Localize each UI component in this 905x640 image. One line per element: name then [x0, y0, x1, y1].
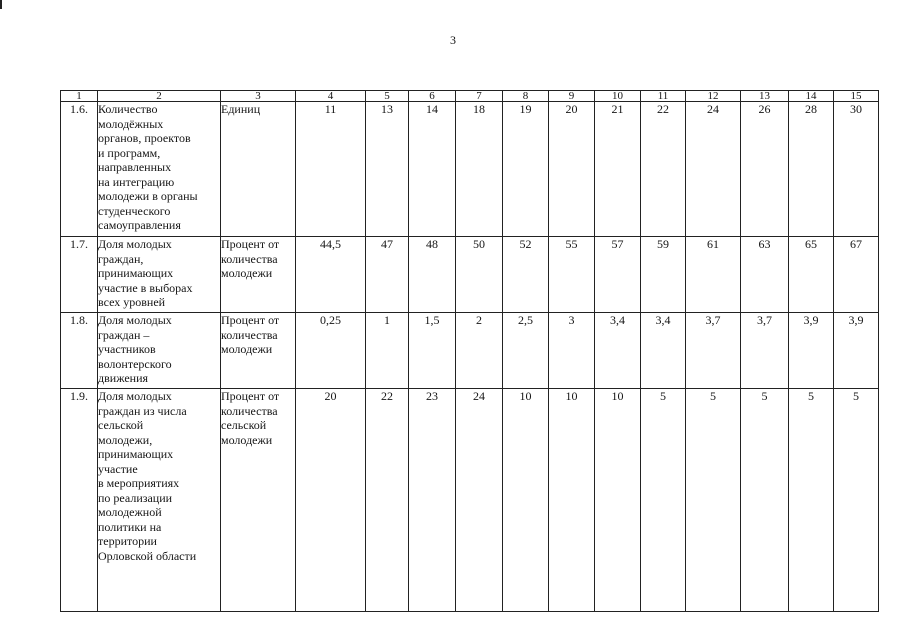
indicator-value: 5 — [834, 389, 879, 612]
column-header-1: 1 — [61, 91, 98, 102]
indicator-value: 10 — [503, 389, 549, 612]
indicator-value: 3,9 — [834, 313, 879, 389]
indicator-value: 3 — [549, 313, 595, 389]
indicator-value: 47 — [366, 237, 409, 313]
indicator-value: 20 — [296, 389, 366, 612]
row-number: 1.8. — [61, 313, 98, 389]
indicator-value: 11 — [296, 102, 366, 237]
unit-of-measure: Единиц — [221, 102, 296, 237]
indicator-value: 52 — [503, 237, 549, 313]
table-body — [61, 102, 879, 612]
indicator-name: Доля молодых граждан, принимающих участие в выборах всех уровней — [98, 237, 221, 313]
column-header-5: 5 — [366, 91, 409, 102]
indicator-value: 1,5 — [409, 313, 456, 389]
indicator-value: 24 — [686, 102, 741, 237]
indicator-value: 5 — [789, 389, 834, 612]
indicator-value: 63 — [741, 237, 789, 313]
column-header-2: 2 — [98, 91, 221, 102]
column-header-14: 14 — [789, 91, 834, 102]
indicator-value: 18 — [456, 102, 503, 237]
indicator-value: 59 — [641, 237, 686, 313]
indicator-value: 14 — [409, 102, 456, 237]
indicator-value: 57 — [595, 237, 641, 313]
column-header-6: 6 — [409, 91, 456, 102]
indicator-value: 2,5 — [503, 313, 549, 389]
indicator-value: 3,4 — [595, 313, 641, 389]
column-header-13: 13 — [741, 91, 789, 102]
indicator-value: 5 — [641, 389, 686, 612]
indicator-value: 10 — [549, 389, 595, 612]
row-number: 1.6. — [61, 102, 98, 237]
indicator-name: Количество молодёжных органов, проектов и программ, направленных на интеграцию молодежи в органы студенческого самоуправления — [98, 102, 221, 237]
indicator-value: 44,5 — [296, 237, 366, 313]
indicator-value: 21 — [595, 102, 641, 237]
indicator-value: 5 — [686, 389, 741, 612]
row-number: 1.9. — [61, 389, 98, 612]
column-header-15: 15 — [834, 91, 879, 102]
unit-of-measure: Процент от количества молодежи — [221, 237, 296, 313]
indicator-value: 3,7 — [686, 313, 741, 389]
indicator-value: 48 — [409, 237, 456, 313]
page-number: 3 — [450, 33, 456, 47]
column-header-11: 11 — [641, 91, 686, 102]
table-row — [61, 389, 879, 612]
table-row — [61, 102, 879, 237]
unit-of-measure: Процент от количества сельской молодежи — [221, 389, 296, 612]
scan-corner-mark — [0, 0, 2, 9]
table-row — [61, 313, 879, 389]
indicator-value: 22 — [641, 102, 686, 237]
indicator-value: 24 — [456, 389, 503, 612]
indicator-value: 26 — [741, 102, 789, 237]
indicator-name: Доля молодых граждан – участников волонтерского движения — [98, 313, 221, 389]
indicator-value: 13 — [366, 102, 409, 237]
column-header-7: 7 — [456, 91, 503, 102]
indicator-value: 28 — [789, 102, 834, 237]
column-header-3: 3 — [221, 91, 296, 102]
indicator-value: 5 — [741, 389, 789, 612]
unit-of-measure: Процент от количества молодежи — [221, 313, 296, 389]
indicator-name: Доля молодых граждан из числа сельской молодежи, принимающих участие в мероприятиях по реализации молодежной политики на территории Орловской области — [98, 389, 221, 612]
indicator-value: 10 — [595, 389, 641, 612]
table-row — [61, 237, 879, 313]
indicator-value: 65 — [789, 237, 834, 313]
indicator-value: 30 — [834, 102, 879, 237]
indicator-value: 3,7 — [741, 313, 789, 389]
indicator-value: 22 — [366, 389, 409, 612]
row-number: 1.7. — [61, 237, 98, 313]
indicator-value: 3,4 — [641, 313, 686, 389]
indicator-value: 61 — [686, 237, 741, 313]
indicator-value: 55 — [549, 237, 595, 313]
indicator-value: 23 — [409, 389, 456, 612]
column-header-4: 4 — [296, 91, 366, 102]
indicator-value: 1 — [366, 313, 409, 389]
indicator-value: 50 — [456, 237, 503, 313]
column-header-12: 12 — [686, 91, 741, 102]
indicator-value: 67 — [834, 237, 879, 313]
indicator-value: 20 — [549, 102, 595, 237]
column-header-8: 8 — [503, 91, 549, 102]
indicator-value: 0,25 — [296, 313, 366, 389]
indicator-value: 2 — [456, 313, 503, 389]
table-header-row — [61, 91, 879, 102]
indicators-table — [60, 90, 879, 612]
indicator-value: 19 — [503, 102, 549, 237]
column-header-9: 9 — [549, 91, 595, 102]
column-header-10: 10 — [595, 91, 641, 102]
indicator-value: 3,9 — [789, 313, 834, 389]
